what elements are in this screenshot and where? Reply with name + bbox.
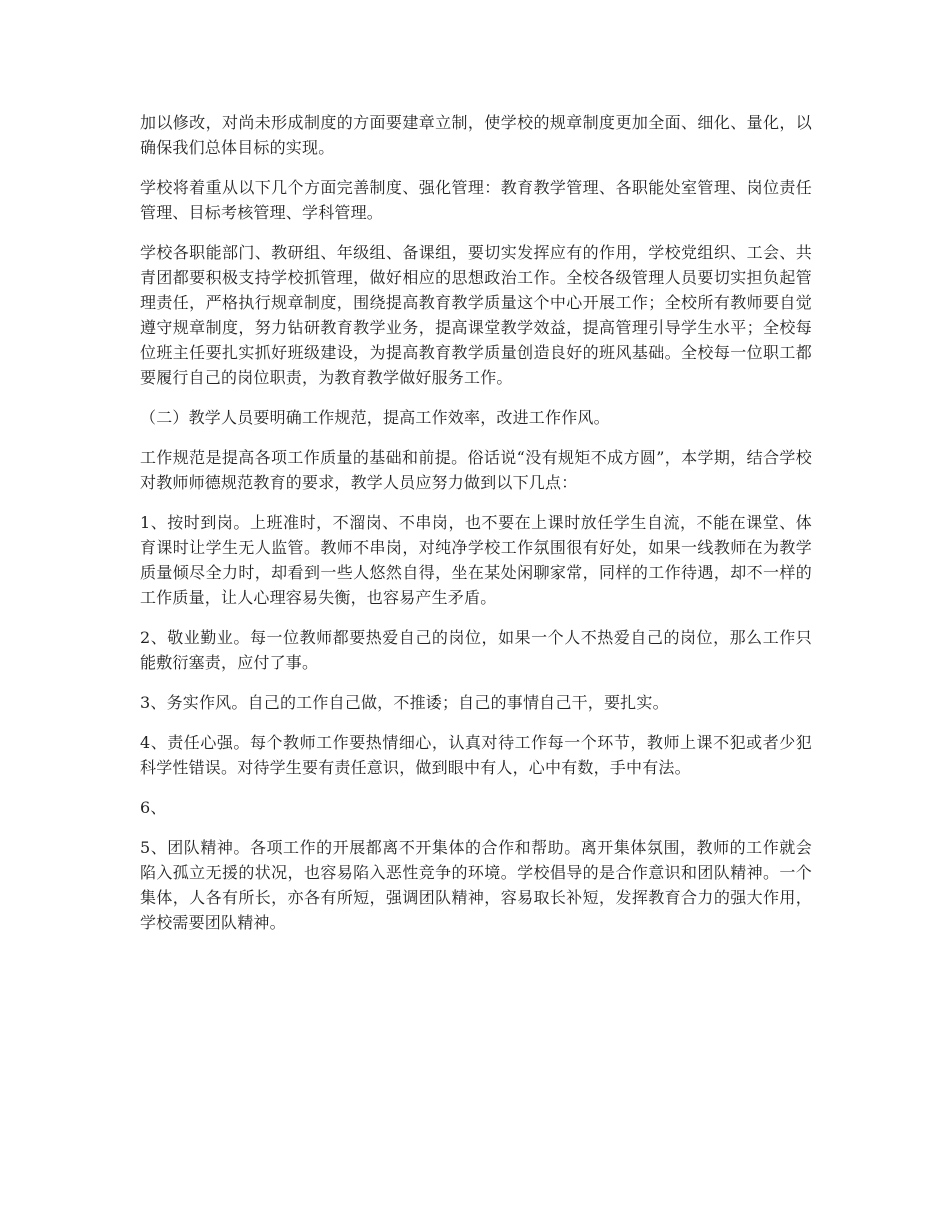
paragraph-item-6: 6、: [140, 798, 167, 817]
paragraph-item-5: 5、团队精神。各项工作的开展都离不开集体的合作和帮助。离开集体氛围，教师的工作就会陷入孤立无援的状况，也容易陷入恶性竞争的环境。学校倡导的是合作意识和团队精神。一个集体，人各有所长，亦各有所短，强调团队精神，容易取长补短，发挥教育合力的强大作用，学校需要团队精神。: [140, 838, 812, 932]
document-page: [140, 110, 812, 950]
paragraph-item-1: 1、按时到岗。上班准时，不溜岗、不串岗，也不要在上课时放任学生自流，不能在课堂、体育课时让学生无人监管。教师不串岗，对纯净学校工作氛围很有好处，如果一线教师在为教学质量倾尽全力时，却看到一些人悠然自得，坐在某处闲聊家常，同样的工作待遇，却不一样的工作质量，让人心理容易失衡，也容易产生矛盾。: [140, 513, 812, 607]
paragraph-section-heading: （二）教学人员要明确工作规范，提高工作效率，改进工作作风。: [140, 408, 610, 427]
paragraph-intro-continuation: 加以修改，对尚未形成制度的方面要建章立制，使学校的规章制度更加全面、细化、量化，以确保我们总体目标的实现。: [140, 113, 812, 157]
paragraph-departments: 学校各职能部门、教研组、年级组、备课组，要切实发挥应有的作用，学校党组织、工会、共青团都要积极支持学校抓管理，做好相应的思想政治工作。全校各级管理人员要切实担负起管理责任，严格执行规章制度，围绕提高教育教学质量这个中心开展工作；全校所有教师要自觉遵守规章制度，努力钻研教育教学业务，提高课堂教学效益，提高管理引导学生水平；全校每位班主任要扎实抓好班级建设，为提高教育教学质量创造良好的班风基础。全校每一位职工都要履行自己的岗位职责，为教育教学做好服务工作。: [140, 243, 812, 387]
paragraph-item-4: 4、责任心强。每个教师工作要热情细心，认真对待工作每一个环节，教师上课不犯或者少犯科学性错误。对待学生要有责任意识，做到眼中有人，心中有数，手中有法。: [140, 733, 812, 777]
paragraph-work-standards: 工作规范是提高各项工作质量的基础和前提。俗话说“没有规矩不成方圆”，本学期，结合学校对教师师德规范教育的要求，教学人员应努力做到以下几点：: [140, 448, 812, 492]
paragraph-management-areas: 学校将着重从以下几个方面完善制度、强化管理：教育教学管理、各职能处室管理、岗位责任管理、目标考核管理、学科管理。: [140, 178, 812, 222]
paragraph-item-3: 3、务实作风。自己的工作自己做，不推诿；自己的事情自己干，要扎实。: [140, 693, 669, 712]
paragraph-item-2: 2、敬业勤业。每一位教师都要热爱自己的岗位，如果一个人不热爱自己的岗位，那么工作只能敷衍塞责，应付了事。: [140, 628, 812, 672]
